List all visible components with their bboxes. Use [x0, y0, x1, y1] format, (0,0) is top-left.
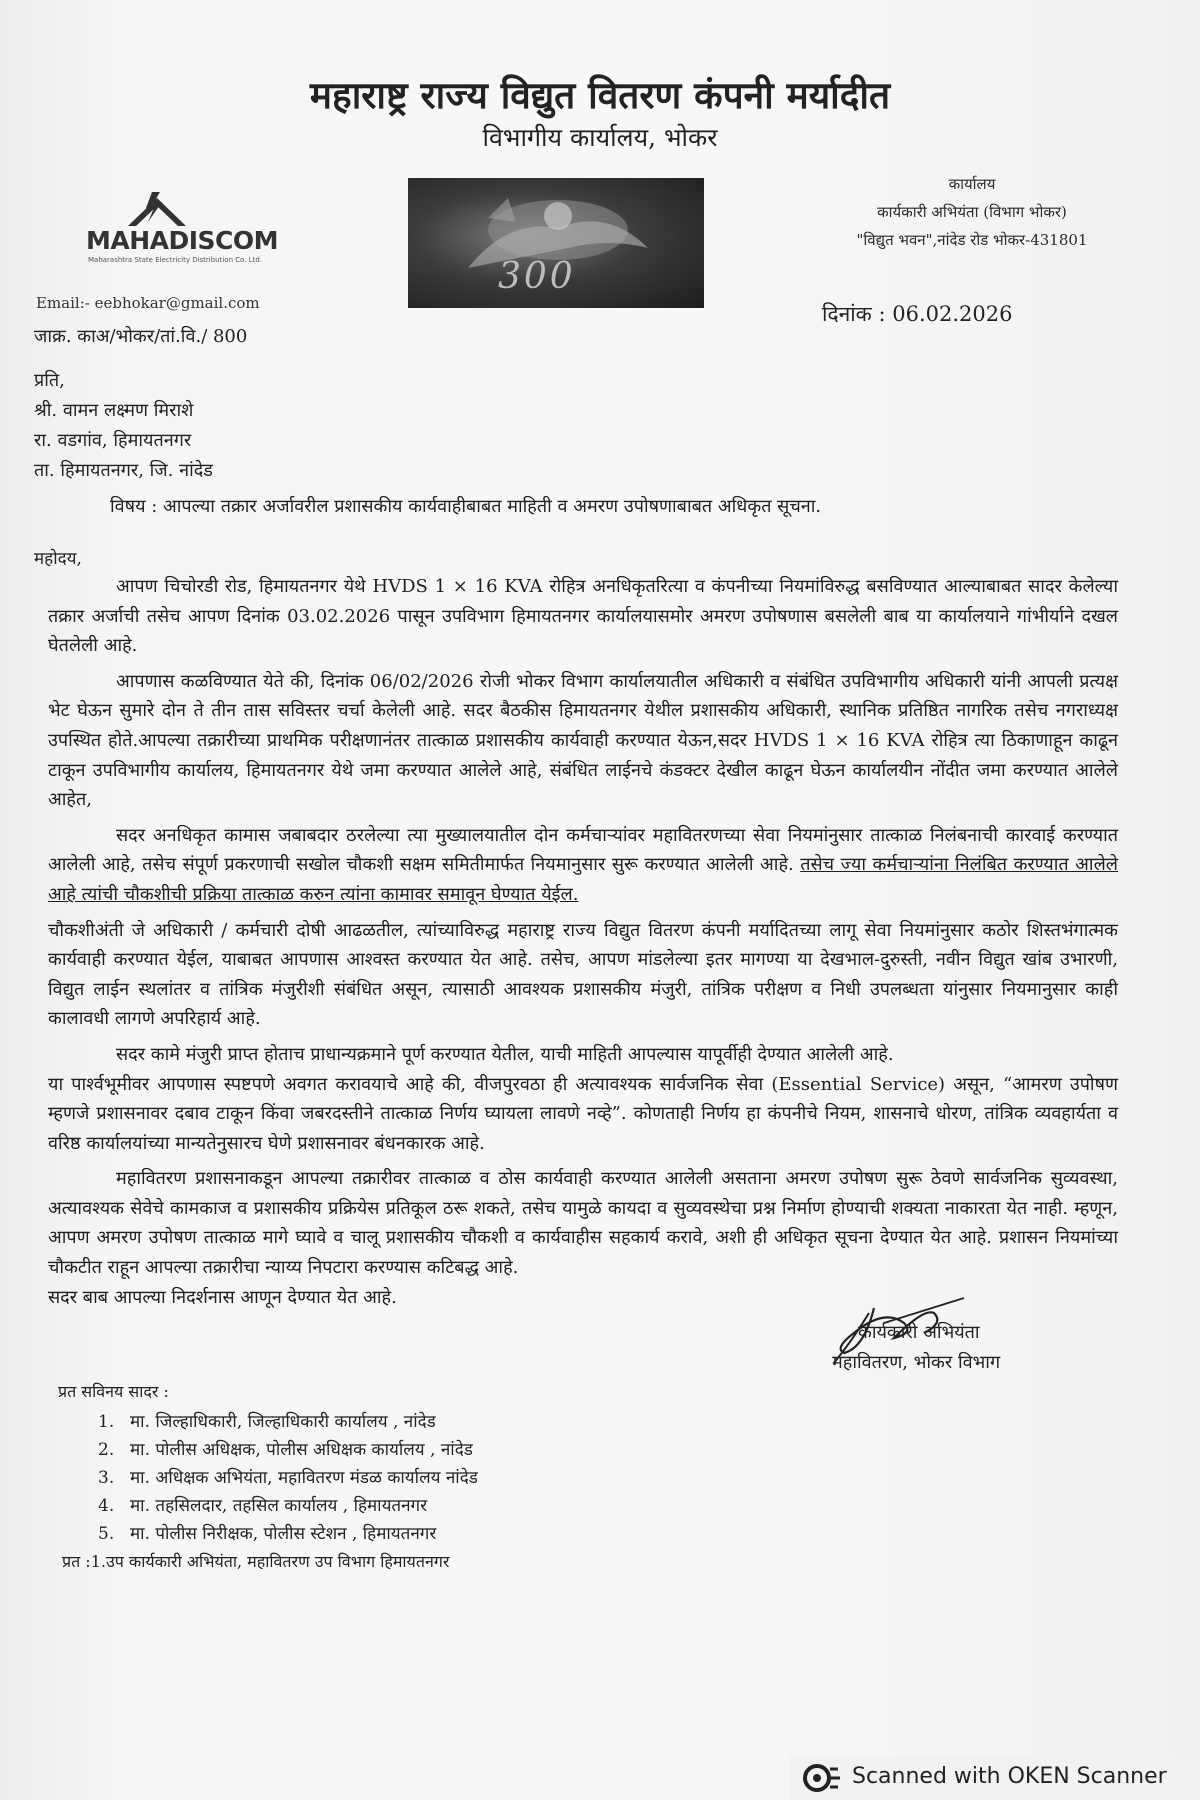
recipient-line-3: रा. वडगांव, हिमायतनगर [34, 430, 192, 451]
lightning-tower-icon [122, 190, 192, 230]
recipient-address [34, 366, 213, 486]
copy-footer: प्रत :1.उप कार्यकारी अभियंता, महावितरण उप विभाग हिमायतनगर [62, 1552, 450, 1571]
copy-to-heading: प्रत सविनय सादर : [58, 1382, 169, 1401]
copy-item: 2. मा. पोलीस अधिक्षक, पोलीस अधिक्षक कार्यालय , नांदेड [98, 1440, 473, 1460]
logo-tagline: Maharashtra State Electricity Distribution Co. Ltd. [88, 256, 263, 264]
paragraph-2: आपणास कळविण्यात येते की, दिनांक 06/02/2026 रोजी भोकर विभाग कार्यालयातील अधिकारी व संबंधित उपविभागीय अधिकारी यांनी आपली प्रत्यक्ष भेट घेऊन सुमारे दोन ते तीन तास सविस्तर चर्चा केलेली आहे. सदर बैठकीस हिमायतनगर येथील प्रशासकीय अधिकारी, स्थानिक प्रतिष्ठित नागरिक तसेच नगराध्यक्ष उपस्थित होते.आपल्या तक्रारीच्या प्राथमिक परीक्षणानंतर तात्काळ प्रशासकीय कार्यवाही करण्यात येऊन,सदर HVDS 1 × 16 KVA रोहित्र त्या ठिकाणाहून काढून टाकून उपविभागीय कार्यालय, हिमायतनगर येथे जमा करण्यात आलेले आहे, संबंधित लाईनचे कंडक्टर देखील काढून घेऊन कार्यालयीन नोंदीत जमा करण्यात आलेले आहेत, [48, 670, 1118, 811]
mahadiscom-logo [82, 190, 279, 270]
office-email: Email:- eebhokar@gmail.com [36, 294, 260, 312]
copy-item: 4. मा. तहसिलदार, तहसिल कार्यालय , हिमायतनगर [98, 1496, 428, 1516]
office-address-block [832, 170, 1112, 254]
watermark-text: Scanned with OKEN Scanner [852, 1764, 1167, 1789]
copy-item: 1. मा. जिल्हाधिकारी, जिल्हाधिकारी कार्यालय , नांदेड [98, 1412, 436, 1432]
paragraph-8: सदर बाब आपल्या निदर्शनास आणून देण्यात येत आहे. [48, 1286, 397, 1308]
copy-item: 3. मा. अधिक्षक अभियंता, महावितरण मंडळ कार्यालय नांदेड [98, 1468, 478, 1488]
scanner-logo-icon [802, 1763, 842, 1793]
office-line-2: कार्यकारी अभियंता (विभाग भोकर) [877, 203, 1067, 221]
emblem-caption: 300 [498, 256, 576, 297]
paragraph-3-underlined: तसेच ज्या कर्मचाऱ्यांना निलंबित करण्यात आलेले आहे त्यांची चौकशीची प्रक्रिया तात्काळ करुन त्यांना कामावर समावून घेण्यात येईल. [48, 854, 1118, 905]
copy-to-list [98, 1408, 478, 1548]
office-subtitle: विभागीय कार्यालय, भोकर [482, 123, 718, 152]
paragraph-5: सदर कामे मंजुरी प्राप्त होताच प्राधान्यक्रमाने पूर्ण करण्यात येतील, याची माहिती आपल्यास यापूर्वीही देण्यात आलेली आहे. [116, 1043, 894, 1065]
office-line-1: कार्यालय [948, 175, 996, 193]
paragraph-4: चौकशीअंती जे अधिकारी / कर्मचारी दोषी आढळतील, त्यांच्याविरुद्ध महाराष्ट्र राज्य विद्युत वितरण कंपनी मर्यादितच्या लागू सेवा नियमांनुसार कठोर शिस्तभंगात्मक कार्यवाही करण्यात येईल, याबाबत आपणास आश्वस्त करण्यात येत आहे. तसेच, आपण मांडलेल्या इतर मागण्या या देखभाल-दुरुस्ती, नवीन विद्युत खांब उभारणी, विद्युत लाईन स्थलांतर व तांत्रिक मंजुरीशी संबंधित असून, त्यासाठी आवश्यक प्रशासकीय मंजुरी, तांत्रिक परीक्षण व निधी उपलब्धता यांनुसार नियमानुसार काही कालावधी लागणे अपरिहार्य आहे. [48, 919, 1118, 1030]
copy-item: 5. मा. पोलीस निरीक्षक, पोलीस स्टेशन , हिमायतनगर [98, 1524, 437, 1544]
recipient-line-2: श्री. वामन लक्ष्मण मिराशे [34, 400, 194, 421]
paragraph-7: महावितरण प्रशासनाकडून आपल्या तक्रारीवर तात्काळ व ठोस कार्यवाही करण्यात आलेली असताना अमरण उपोषण सुरू ठेवणे सार्वजनिक सुव्यवस्था, अत्यावश्यक सेवेचे कामकाज व प्रशासकीय प्रक्रियेस प्रतिकूल ठरू शकते, तसेच यामुळे कायदा व सुव्यवस्थेचा प्रश्न निर्माण होण्याची शक्यता नाकारता येत नाही. म्हणून, आपण अमरण उपोषण तात्काळ मागे घ्यावे व चालू प्रशासकीय चौकशी व कार्यवाहीस सहकार्य करावे, अशी ही अधिकृत सूचना देण्यात येत आहे. प्रशासन नियमांच्या चौकटीत राहून आपल्या तक्रारीचा न्याय्य निपटारा करण्यास कटिबद्ध आहे. [48, 1168, 1118, 1279]
paragraph-6: या पार्श्वभूमीवर आपणास स्पष्टपणे अवगत करावयाचे आहे की, वीजपुरवठा ही अत्यावश्यक सार्वजनिक सेवा (Essential Service) असून, “आमरण उपोषण म्हणजे प्रशासनावर दबाव टाकून किंवा जबरदस्तीने तात्काळ निर्णय घ्यायला लावणे नव्हे”. कोणताही निर्णय हा कंपनीचे नियम, शासनाचे धोरण, तांत्रिक व्यवहार्यता व वरिष्ठ कार्यालयांच्या मान्यतेनुसारच घेणे प्रशासनावर बंधनकारक आहे. [48, 1073, 1118, 1154]
paragraph-1: आपण चिचोरडी रोड, हिमायतनगर येथे HVDS 1 × 16 KVA रोहित्र अनधिकृतरित्या व कंपनीच्या नियमांविरुद्ध बसविण्यात आल्याबाबत सादर केलेल्या तक्रार अर्जाची तसेच आपण दिनांक 03.02.2026 पासून उपविभाग हिमायतनगर कार्यालयासमोर अमरण उपोषणास बसलेली बाब या कार्यालयाने गांभीर्याने दखल घेतलेली आहे. [48, 576, 1118, 657]
signatory-title: कार्यकारी अभियंता [858, 1322, 980, 1343]
letter-date: दिनांक : 06.02.2026 [822, 302, 1013, 326]
logo-brand: MAHADISCOM [86, 226, 279, 255]
reference-number: जाक्र. काअ/भोकर/तां.वि./ 800 [34, 326, 248, 347]
letter-subject: विषय : आपल्या तक्रार अर्जावरील प्रशासकीय कार्यवाहीबाबत माहिती व अमरण उपोषणाबाबत अधिकृत सूचना. [110, 496, 822, 517]
recipient-line-1: प्रति, [34, 370, 65, 391]
letter-body [48, 572, 1118, 1312]
salutation: महोदय, [34, 549, 82, 569]
anniversary-emblem [408, 178, 704, 308]
company-title: महाराष्ट्र राज्य विद्युत वितरण कंपनी मर्यादीत [309, 73, 891, 117]
office-line-3: "विद्युत भवन",नांदेड रोड भोकर-431801 [856, 231, 1088, 249]
recipient-line-4: ता. हिमायतनगर, जि. नांदेड [34, 460, 213, 481]
paragraph-3 [48, 821, 1118, 910]
scanner-watermark [790, 1756, 1200, 1800]
signatory-office: महावितरण, भोकर विभाग [832, 1352, 1001, 1373]
paragraph-3-text: सदर अनधिकृत कामास जबाबदार ठरलेल्या त्या मुख्यालयातील दोन कर्मचाऱ्यांवर महावितरणच्या सेवा नियमांनुसार तात्काळ निलंबनाची कारवाई करण्यात आलेली आहे, तसेच संपूर्ण प्रकरणाची सखोल चौकशी सक्षम समितीमार्फत नियमानुसार सुरू करण्यात आलेली आहे. [48, 824, 1118, 876]
